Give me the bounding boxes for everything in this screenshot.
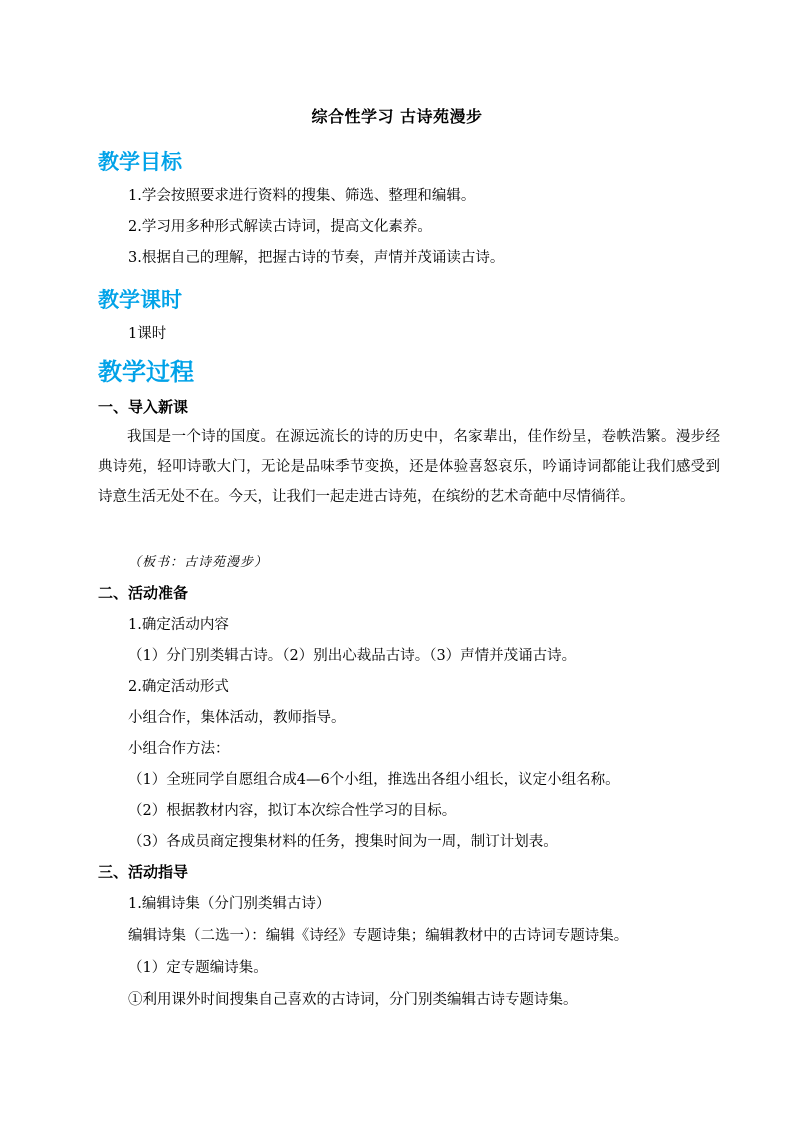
section-heading-process: 教学过程: [98, 358, 194, 386]
part-heading-preparation: 二、活动准备: [98, 584, 189, 602]
guidance-line-1: 1.编辑诗集（分门别类辑古诗）: [128, 896, 331, 912]
preparation-line-5: 小组合作方法：: [128, 741, 230, 757]
board-note: （板书：古诗苑漫步）: [128, 555, 269, 570]
hours-text: 1课时: [128, 326, 167, 342]
preparation-line-7: （2）根据教材内容，拟订本次综合性学习的目标。: [128, 803, 457, 819]
part-heading-introduction: 一、导入新课: [98, 398, 189, 416]
goal-item-2: 2.学习用多种形式解读古诗词，提高文化素养。: [128, 219, 432, 235]
part-heading-guidance: 三、活动指导: [98, 863, 189, 881]
introduction-paragraph: 我国是一个诗的国度。在源远流长的诗的历史中，名家辈出，佳作纷呈，卷帙浩繁。漫步经典诗苑，轻叩诗歌大门，无论是品味季节变换，还是体验喜怒哀乐，吟诵诗词都能让我们感受到诗意生活无处不在。今天，让我们一起走进古诗苑，在缤纷的艺术奇葩中尽情徜徉。: [98, 429, 720, 505]
goal-item-3: 3.根据自己的理解，把握古诗的节奏，声情并茂诵读古诗。: [128, 250, 505, 266]
section-heading-hours: 教学课时: [98, 288, 182, 312]
section-heading-goals: 教学目标: [98, 150, 182, 174]
document-title: 综合性学习 古诗苑漫步: [311, 107, 483, 126]
guidance-line-2: 编辑诗集（二选一）：编辑《诗经》专题诗集；编辑教材中的古诗词专题诗集。: [128, 928, 629, 944]
preparation-line-1: 1.确定活动内容: [128, 617, 229, 633]
preparation-line-3: 2.确定活动形式: [128, 679, 229, 695]
guidance-line-3: （1）定专题编诗集。: [128, 960, 268, 976]
preparation-line-8: （3）各成员商定搜集材料的任务，搜集时间为一周，制订计划表。: [128, 834, 558, 850]
guidance-line-4: ①利用课外时间搜集自己喜欢的古诗词，分门别类编辑古诗专题诗集。: [128, 992, 578, 1008]
preparation-line-2: （1）分门别类辑古诗。（2）别出心裁品古诗。（3）声情并茂诵古诗。: [128, 648, 577, 664]
goal-item-1: 1.学会按照要求进行资料的搜集、筛选、整理和编辑。: [128, 188, 476, 204]
preparation-line-6: （1）全班同学自愿组合成4—6个小组，推选出各组小组长，议定小组名称。: [128, 772, 620, 788]
preparation-line-4: 小组合作，集体活动，教师指导。: [128, 710, 346, 726]
